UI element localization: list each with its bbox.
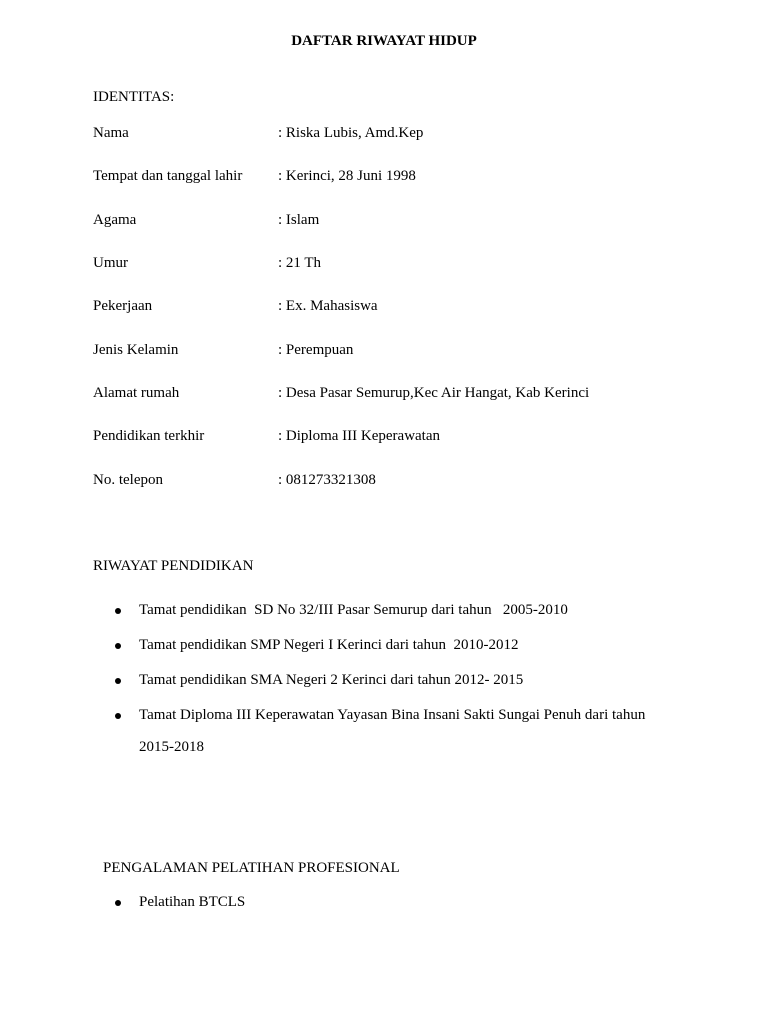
identity-value: : Islam [278, 212, 320, 228]
identitas-heading: IDENTITAS: [93, 89, 175, 105]
list-item-continuation: 2015-2018 [139, 739, 204, 755]
document-title: DAFTAR RIWAYAT HIDUP [291, 33, 477, 49]
bullet-icon [115, 678, 121, 684]
identity-value: : Ex. Mahasiswa [278, 298, 378, 314]
bullet-icon [115, 713, 121, 719]
identity-label: Alamat rumah [93, 385, 180, 401]
identity-value: : Perempuan [278, 342, 354, 358]
bullet-icon [115, 643, 121, 649]
identity-label: Pekerjaan [93, 298, 153, 314]
identity-value: : Riska Lubis, Amd.Kep [278, 125, 424, 141]
list-item-text: Tamat pendidikan SMA Negeri 2 Kerinci dari tahun 2012- 2015 [139, 672, 524, 688]
identity-label: Jenis Kelamin [93, 342, 179, 358]
riwayat-pendidikan-heading: RIWAYAT PENDIDIKAN [93, 558, 254, 574]
identity-label: Tempat dan tanggal lahir [93, 168, 243, 184]
list-item-text: Tamat pendidikan SMP Negeri I Kerinci dari tahun 2010-2012 [139, 637, 519, 653]
identity-row-jenis-kelamin [93, 342, 733, 362]
identity-label: Nama [93, 125, 129, 141]
identity-value: : Kerinci, 28 Juni 1998 [278, 168, 416, 184]
identity-row-pendidikan [93, 428, 733, 448]
identity-row-nama [93, 125, 733, 145]
identity-label: Pendidikan terkhir [93, 428, 205, 444]
identity-value: : Diploma III Keperawatan [278, 428, 441, 444]
identity-row-alamat [93, 385, 733, 405]
identity-row-ttl [93, 168, 733, 188]
identity-label: Agama [93, 212, 137, 228]
pelatihan-heading: PENGALAMAN PELATIHAN PROFESIONAL [103, 860, 400, 876]
identity-row-pekerjaan [93, 298, 733, 318]
identity-label: Umur [93, 255, 128, 271]
identity-value: : 081273321308 [278, 472, 376, 488]
identity-row-umur [93, 255, 733, 275]
identity-value: : 21 Th [278, 255, 322, 271]
identity-row-telepon [93, 472, 733, 492]
list-item-text: Pelatihan BTCLS [139, 894, 246, 910]
identity-value: : Desa Pasar Semurup,Kec Air Hangat, Kab Kerinci [278, 385, 590, 401]
identity-row-agama [93, 212, 733, 232]
list-item-text: Tamat pendidikan SD No 32/III Pasar Semurup dari tahun 2005-2010 [139, 602, 568, 618]
bullet-icon [115, 900, 121, 906]
identity-label: No. telepon [93, 472, 163, 488]
list-item-text: Tamat Diploma III Keperawatan Yayasan Bina Insani Sakti Sungai Penuh dari tahun [139, 707, 646, 723]
bullet-icon [115, 608, 121, 614]
